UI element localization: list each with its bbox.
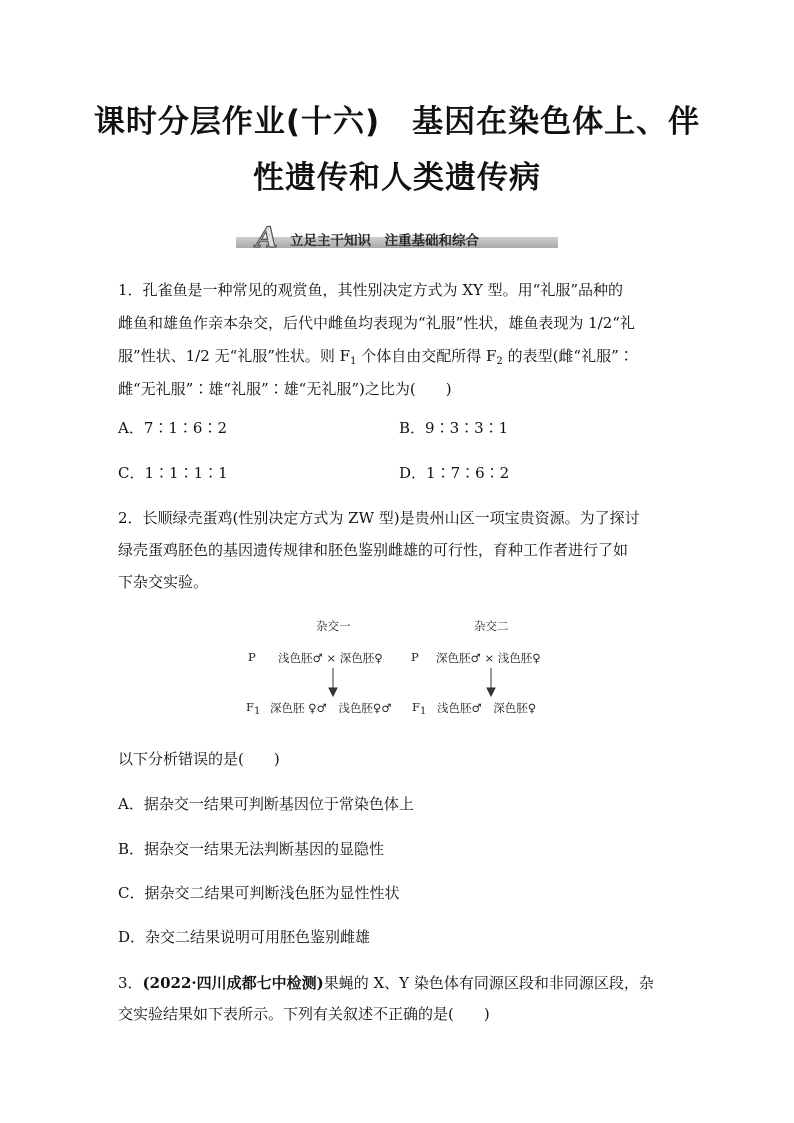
cross1-parents: 浅色胚♂ × 深色胚♀ <box>278 651 383 665</box>
q3-source: (2022·四川成都七中检测) <box>142 974 324 992</box>
cross1-title: 杂交一 <box>316 619 351 633</box>
cross1-offspring: 深色胚 ♀♂ 浅色胚♀♂ <box>270 701 392 715</box>
q1-line-1: 1．孔雀鱼是一种常见的观赏鱼，其性别决定方式为 XY 型。用“礼服”品种的 <box>118 281 624 299</box>
q2-line-3: 下杂交实验。 <box>118 573 209 591</box>
q1-option-d: D．1∶7∶6∶2 <box>399 464 510 482</box>
q2-option-a: A．据杂交一结果可判断基因位于常染色体上 <box>118 795 414 813</box>
q2-option-d: D．杂交二结果说明可用胚色鉴别雌雄 <box>118 928 371 946</box>
q1-option-b: B．9∶3∶3∶1 <box>399 419 509 437</box>
q2-line-2: 绿壳蛋鸡胚色的基因遗传规律和胚色鉴别雌雄的可行性，育种工作者进行了如 <box>118 541 629 559</box>
q1-option-c: C．1∶1∶1∶1 <box>118 464 228 482</box>
banner-text: 立足主干知识 注重基础和综合 <box>290 233 479 249</box>
cross2-title: 杂交二 <box>474 619 509 633</box>
section-banner <box>236 221 558 254</box>
q1-line-4: 雌“无礼服”∶雄“礼服”∶雄“无礼服”)之比为( ) <box>118 380 452 398</box>
q2-option-c: C．据杂交二结果可判断浅色胚为显性性状 <box>118 884 400 902</box>
page-title-line-2: 性遗传和人类遗传病 <box>253 160 541 196</box>
f1-label-2: $F_1$ <box>412 700 427 717</box>
cross2-parents: 深色胚♂ × 浅色胚♀ <box>436 651 541 665</box>
p-label-1: P <box>248 650 256 664</box>
q1-option-a: A．7∶1∶6∶2 <box>118 419 228 437</box>
q3-line-1: 3．(2022·四川成都七中检测)果蝇的 X、Y 染色体有同源区段和非同源区段，杂 <box>118 974 654 992</box>
q2-stem: 以下分析错误的是( ) <box>118 750 280 768</box>
cross2-arrow-head <box>487 688 495 696</box>
q1-line-3: 服”性状、1/2 无“礼服”性状。则 $F_1$ 个体自由交配所得 $F_2$ 的表型(雌“礼服”∶ <box>118 347 634 367</box>
q1-line-2: 雌鱼和雄鱼作亲本杂交，后代中雌鱼均表现为“礼服”性状，雄鱼表现为 1/2“礼 <box>118 314 635 332</box>
q3-line-2: 交实验结果如下表所示。下列有关叙述不正确的是( ) <box>118 1005 490 1023</box>
f1-label-1: $F_1$ <box>246 700 261 717</box>
q2-option-b: B．据杂交一结果无法判断基因的显隐性 <box>118 840 385 858</box>
banner-letter-a: A <box>256 221 278 254</box>
q2-line-1: 2．长顺绿壳蛋鸡(性别决定方式为 ZW 型)是贵州山区一项宝贵资源。为了探讨 <box>118 509 640 527</box>
cross-diagram <box>240 614 570 724</box>
p-label-2: P <box>411 650 419 664</box>
cross1-arrow-head <box>329 688 337 696</box>
cross2-offspring: 浅色胚♂ 深色胚♀ <box>437 701 537 715</box>
page-title-line-1: 课时分层作业(十六) 基因在染色体上、伴 <box>93 104 701 140</box>
